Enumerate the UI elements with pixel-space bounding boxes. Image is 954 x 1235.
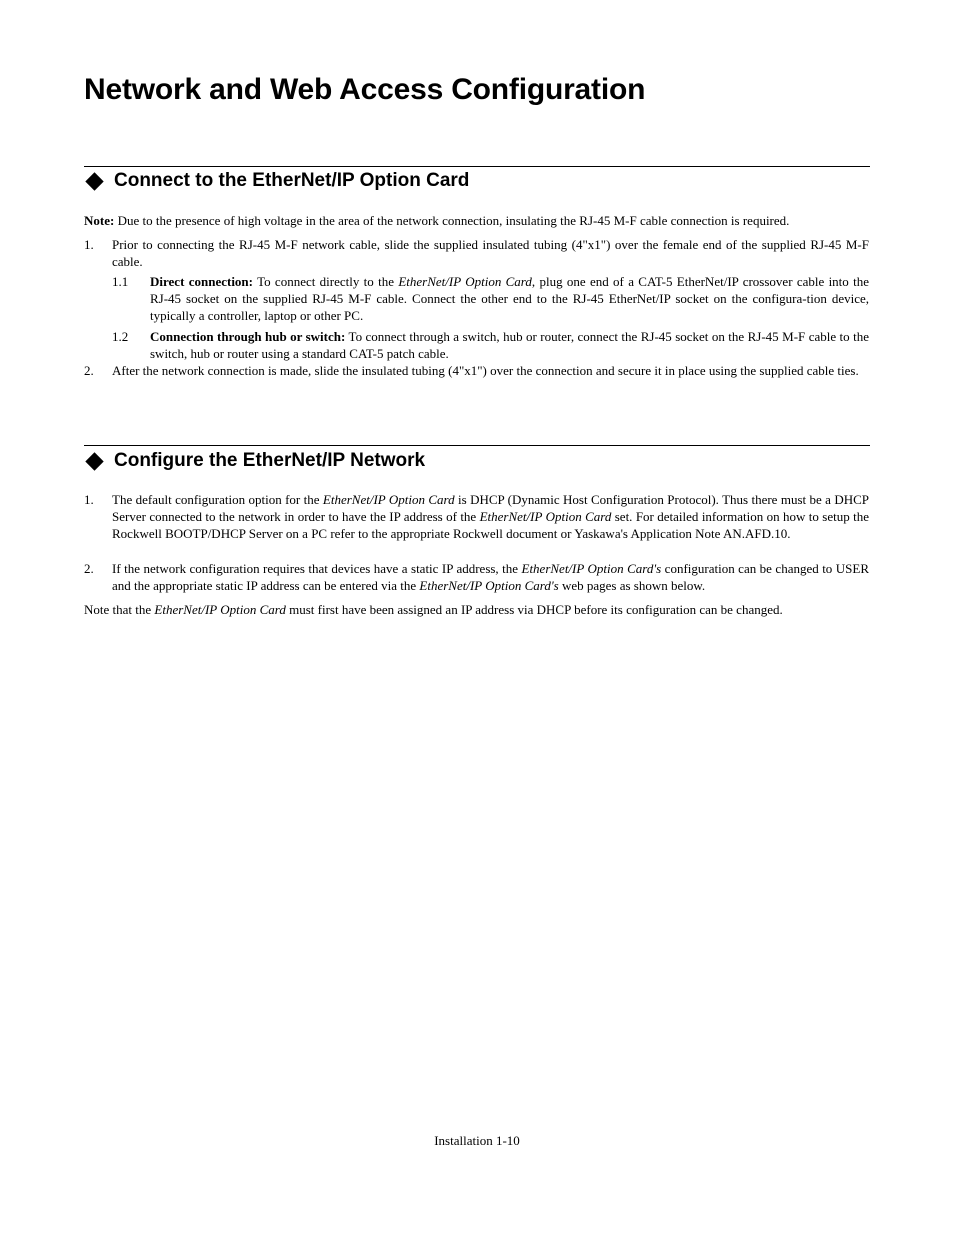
product-name: EtherNet/IP Option Card bbox=[154, 602, 286, 617]
page-title: Network and Web Access Configuration bbox=[84, 73, 646, 106]
section-heading-text: Connect to the EtherNet/IP Option Card bbox=[114, 170, 470, 191]
product-name: EtherNet/IP Option Card bbox=[322, 492, 455, 507]
page-footer: Installation 1-10 bbox=[434, 1133, 520, 1148]
section-divider bbox=[84, 445, 870, 446]
product-name: EtherNet/IP Option Card's bbox=[521, 561, 662, 576]
diamond-bullet-icon bbox=[85, 452, 103, 470]
section-heading-text: Configure the EtherNet/IP Network bbox=[114, 450, 426, 471]
list-number: 2. bbox=[84, 363, 94, 378]
product-name: EtherNet/IP Option Card bbox=[398, 274, 532, 289]
note-text: Note that the bbox=[84, 602, 155, 617]
note-text: must first have been assigned an IP address via DHCP before its configuration can be changed. bbox=[285, 602, 783, 617]
section-heading-configure bbox=[84, 450, 425, 472]
list-text: The default configuration option for the bbox=[112, 492, 323, 507]
list-item-dhcp bbox=[112, 491, 869, 542]
diamond-bullet-icon bbox=[85, 172, 103, 190]
sublist-item-hub-switch bbox=[150, 328, 869, 362]
product-name: EtherNet/IP Option Card bbox=[479, 509, 612, 524]
list-number: 1. bbox=[84, 492, 94, 507]
list-text: is DHCP (Dynamic Host Configuration Protocol). Thus there must be a DHCP Server connected to the network in order to have the IP address of the bbox=[112, 492, 869, 524]
sublist-text: , plug one end of a CAT-5 EtherNet/IP crossover cable into the RJ-45 socket on the supplied RJ-45 M-F cable. Connect the other end to the RJ-45 EtherNet/IP socket on the configura-tion device, typically a controller, laptop or other PC. bbox=[150, 274, 869, 323]
sublist-text: To connect through a switch, hub or router, connect the RJ-45 socket on the RJ-45 M-F cable to the switch, hub or router using a standard CAT-5 patch cable. bbox=[150, 329, 869, 361]
sublist-number: 1.1 bbox=[112, 274, 129, 289]
sublist-item-direct-connection bbox=[150, 273, 869, 324]
list-item-text: After the network connection is made, slide the insulated tubing (4"x1") over the connection and secure it in place using the supplied cable ties. bbox=[112, 363, 859, 378]
list-number: 2. bbox=[84, 561, 94, 576]
sublist-label: Direct connection: bbox=[150, 274, 253, 289]
closing-note bbox=[84, 601, 870, 618]
note-text: Due to the presence of high voltage in the area of the network connection, insulating the RJ-45 M-F cable connection is required. bbox=[114, 213, 790, 228]
list-text: If the network configuration requires that devices have a static IP address, the bbox=[112, 561, 522, 576]
note-label: Note: bbox=[84, 213, 115, 228]
list-text: web pages as shown below. bbox=[558, 578, 706, 593]
list-number: 1. bbox=[84, 237, 94, 252]
sublist-label: Connection through hub or switch: bbox=[150, 329, 346, 344]
section-divider bbox=[84, 166, 870, 167]
sublist-number: 1.2 bbox=[112, 329, 129, 344]
note-paragraph bbox=[84, 212, 870, 229]
section-heading-connect bbox=[84, 170, 469, 192]
list-text: configuration can be changed to USER and the appropriate static IP address can be entered via the bbox=[112, 561, 870, 593]
list-item-text: Prior to connecting the RJ-45 M-F network cable, slide the supplied insulated tubing (4"x1") over the female end of the supplied RJ-45 M-F cable. bbox=[112, 237, 869, 269]
list-text: set. For detailed information on how to setup the Rockwell BOOTP/DHCP Server on a PC refer to the appropriate Rockwell document or Yaskawa's Application Note AN.AFD.10. bbox=[112, 509, 869, 541]
list-item-static-ip bbox=[112, 560, 869, 594]
sublist-text: To connect directly to the bbox=[253, 274, 399, 289]
product-name: EtherNet/IP Option Card's bbox=[419, 578, 559, 593]
